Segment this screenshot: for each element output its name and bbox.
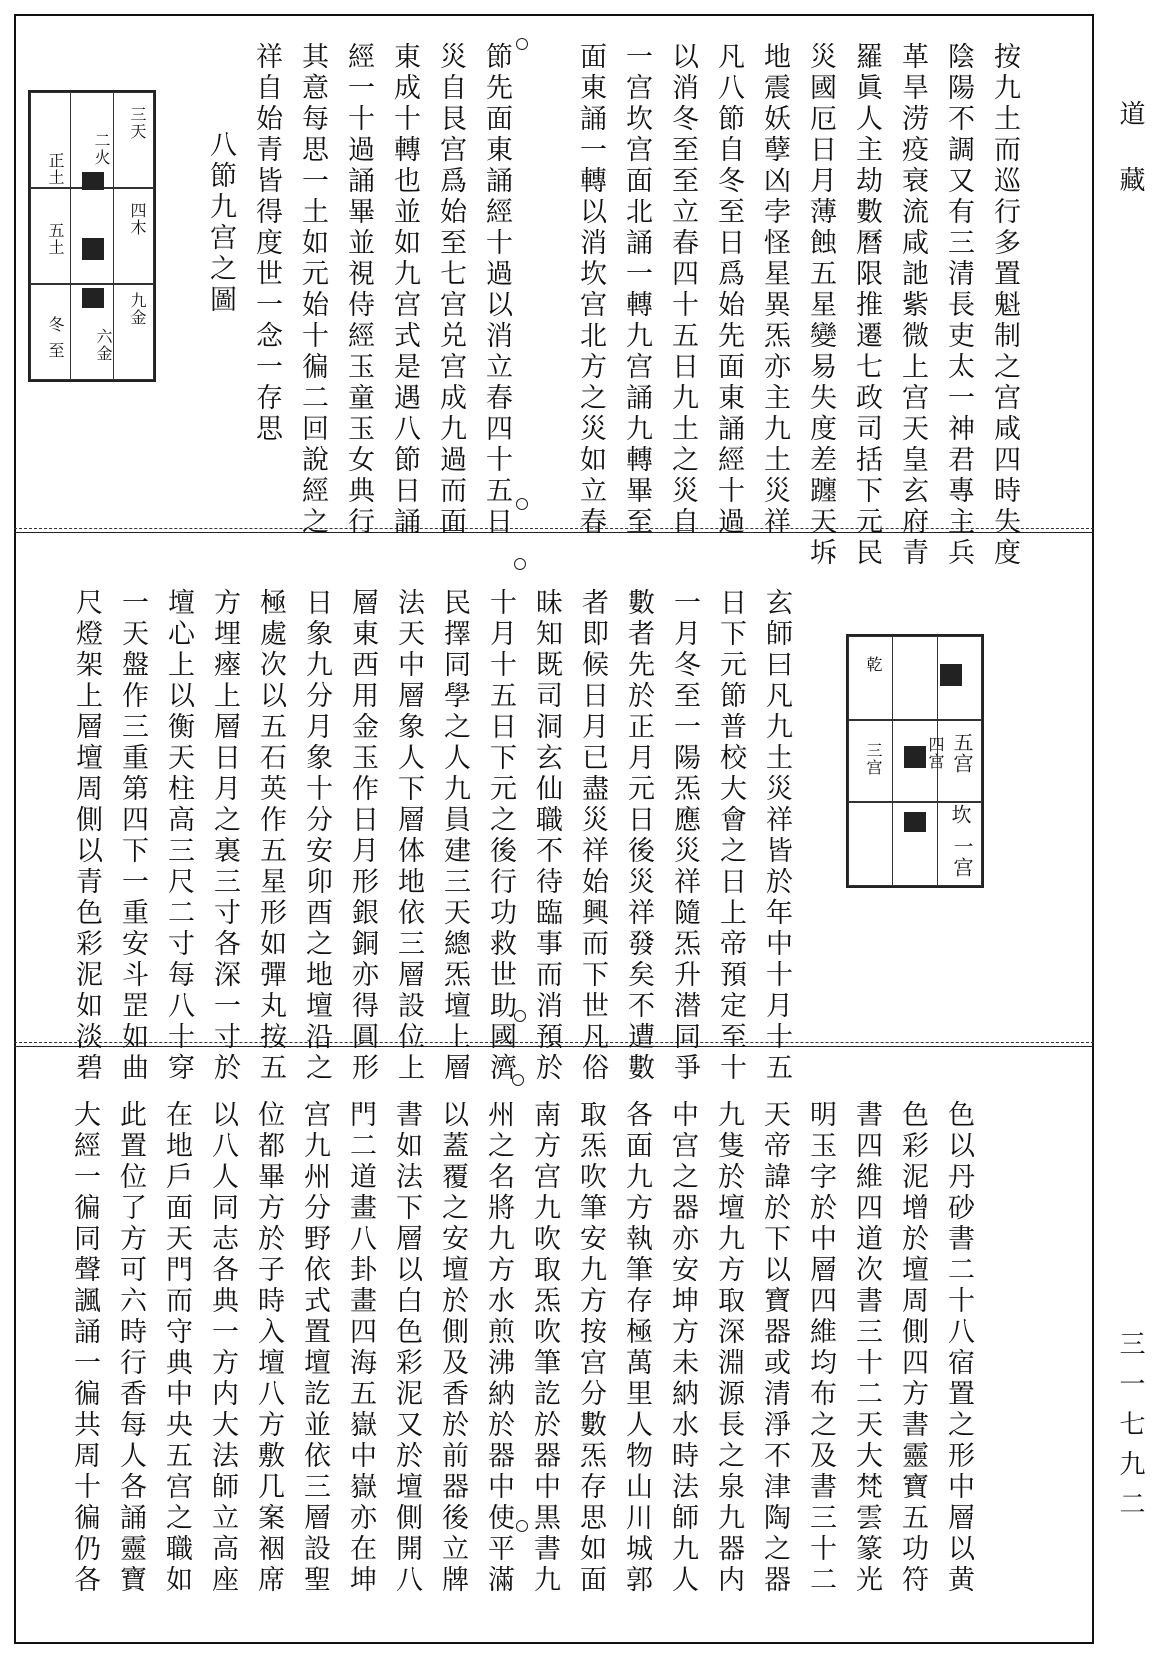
- diagram-marker-block: [904, 812, 926, 832]
- text-column: 極處次以五石英作五星形如彈丸按五: [255, 588, 286, 1084]
- diagram-label: 三宫: [864, 742, 883, 776]
- diagram-label: 三天: [128, 106, 147, 140]
- text-column: 一月冬至一陽炁應災祥隨炁升潜同爭: [669, 588, 700, 1084]
- diagram-label: 二火: [92, 132, 111, 166]
- text-column: 以消冬至至立春四十五日九土之災自: [667, 42, 698, 538]
- diagram-label: 六金: [94, 328, 113, 362]
- text-column: 者即候日月已盡災祥始興而下世凡俗: [577, 588, 608, 1084]
- text-column: 東成十轉也並如九宫式是遇八節日誦: [389, 42, 420, 538]
- section-marker-circle: [516, 38, 528, 50]
- text-column: 一天盤作三重第四下一重安斗罡如曲: [117, 588, 148, 1084]
- text-column: 壇心上以衡天柱高三尺二寸每八十穿: [163, 588, 194, 1084]
- text-column: 災自艮宫爲始至七宫兑宫成九過而面: [435, 42, 466, 538]
- text-column: 昧知既司洞玄仙職不待臨事而消預於: [531, 588, 562, 1084]
- diagram-marker-block: [904, 746, 926, 768]
- book-title: 道藏: [1115, 100, 1145, 232]
- text-column: 州之名將九方水煎沸納於器中使平滿: [483, 1100, 514, 1596]
- text-column: 法天中層象人下層体地依三層設位上: [393, 588, 424, 1084]
- text-column: 取炁吹筆安九方按宫分數炁存思如面: [575, 1100, 606, 1596]
- text-column: 大經一徧同聲諷誦一徧共周十徧仍各: [69, 1100, 100, 1596]
- text-column: 地震妖孽凶孛怪星異炁亦主九土災祥: [759, 42, 790, 538]
- text-column: 節先面東誦經十過以消立春四十五日: [481, 42, 512, 538]
- text-column: 玄師曰凡九土災祥皆於年中十月十五: [761, 588, 792, 1084]
- diagram-label: 五土: [46, 222, 65, 256]
- diagram-label: 坎: [948, 804, 972, 825]
- text-column: 方埋瘞上層日月之裏三寸各深一寸於: [209, 588, 240, 1084]
- text-column: 書四維四道次書三十二天大梵雲篆光: [851, 1100, 882, 1596]
- text-column: 十月十五日下元之後行功救世助國濟: [485, 588, 516, 1084]
- diagram-label: 五宫: [950, 732, 974, 774]
- inline-circle-mark: [516, 498, 528, 510]
- text-column: 南方宫九吹取炁吹筆訖於器中黒書九: [529, 1100, 560, 1596]
- diagram-caption: 八節九宫之圖: [205, 130, 236, 316]
- text-column: 宫九州分野依式置壇訖並依三層設聖: [299, 1100, 330, 1596]
- text-column: 明玉字於中層四維均布之及書三十二: [805, 1100, 836, 1596]
- diagram-label: 四宫: [926, 736, 945, 770]
- text-column: 經一十過誦畢並視侍經玉童玉女典行: [343, 42, 374, 538]
- text-column: 位都畢方於子時入壇八方敷几案裀席: [253, 1100, 284, 1596]
- text-column: 日下元節普校大會之日上帝預定至十: [715, 588, 746, 1084]
- text-column: 各面九方執筆存極萬里人物山川城郭: [621, 1100, 652, 1596]
- diagram-marker-block: [940, 664, 962, 686]
- section-divider-1b: [14, 532, 1094, 533]
- text-column: 層東西用金玉作日月形銀銅亦得圓形: [347, 588, 378, 1084]
- text-column: 面東誦一轉以消坎宫北方之災如立春: [575, 42, 606, 538]
- text-column: 此置位了方可六時行香每人各誦靈寶: [115, 1100, 146, 1596]
- text-column: 中宫之器亦安坤方未納水時法師九人: [667, 1100, 698, 1596]
- text-column: 災國厄日月薄蝕五星變易失度差躔天坼: [805, 42, 836, 569]
- text-column: 尺燈架上層壇周側以青色彩泥如淡碧: [71, 588, 102, 1084]
- nine-palace-diagram: [846, 634, 984, 888]
- text-column: 革旱涝疫衰流咸訑紫微上宫天皇玄府青: [897, 42, 928, 569]
- text-column: 色彩泥增於壇周側四方書靈寶五功符: [897, 1100, 928, 1596]
- diagram-label: 至: [46, 342, 65, 359]
- text-column: 日象九分月象十分安卯酉之地壇沿之: [301, 588, 332, 1084]
- text-column: 按九土而巡行多置魁制之宫咸四時失度: [989, 42, 1020, 569]
- text-column: 一宫坎宫面北誦一轉九宫誦九轉畢至: [621, 42, 652, 538]
- text-column: 九隻於壇九方取深淵源長之泉九器内: [713, 1100, 744, 1596]
- diagram-label: 冬: [46, 316, 65, 333]
- eight-nodes-diagram: [28, 90, 156, 382]
- diagram-label: 九金: [128, 292, 147, 326]
- page-number: 三一七九二: [1115, 1330, 1145, 1530]
- text-column: 以八人同志各典一方内大法師立高座: [207, 1100, 238, 1596]
- diagram-label: 四木: [128, 202, 147, 236]
- section-divider-1: [14, 528, 1094, 529]
- text-column: 羅眞人主劫數曆限推遷七政司括下元民: [851, 42, 882, 569]
- text-column: 門二道畫八卦畫四海五嶽中嶽亦在坤: [345, 1100, 376, 1596]
- diagram-marker-block: [82, 172, 104, 190]
- text-column: 天帝諱於下以寶器或清淨不津陶之器: [759, 1100, 790, 1596]
- diagram-marker-block: [82, 288, 104, 308]
- diagram-label: 一宫: [950, 836, 974, 878]
- text-column: 其意每思一土如元始十徧二回說經之: [297, 42, 328, 538]
- section-marker-circle: [514, 558, 526, 570]
- text-column: 數者先於正月元日後災祥發矣不遭數: [623, 588, 654, 1084]
- diagram-label: 乾: [864, 656, 883, 673]
- text-column: 陰陽不調又有三清長吏太一神君專主兵: [943, 42, 974, 569]
- text-column: 民擇同學之人九員建三天總炁壇上層: [439, 588, 470, 1084]
- text-column: 凡八節自冬至日爲始先面東誦經十過: [713, 42, 744, 538]
- text-column: 以蓋覆之安壇於側及香於前器後立牌: [437, 1100, 468, 1596]
- diagram-marker-block: [82, 238, 104, 260]
- text-column: 祥自始青皆得度世一念一存思: [251, 42, 282, 445]
- text-column: 色以丹砂書二十八宿置之形中層以黄: [943, 1100, 974, 1596]
- diagram-label: 正土: [46, 152, 65, 186]
- text-column: 書如法下層以白色彩泥又於壇側開八: [391, 1100, 422, 1596]
- text-column: 在地戶面天門而守典中央五宫之職如: [161, 1100, 192, 1596]
